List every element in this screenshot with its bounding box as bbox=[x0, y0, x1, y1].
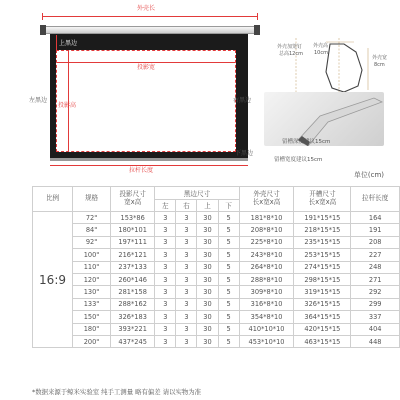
cell-projection-size: 326*183 bbox=[111, 311, 155, 323]
cell-housing-size: 181*8*10 bbox=[239, 212, 294, 224]
cell-right-border: 3 bbox=[176, 311, 197, 323]
cell-left-border: 3 bbox=[155, 212, 176, 224]
cell-top-border: 30 bbox=[197, 298, 218, 310]
cell-top-border: 30 bbox=[197, 261, 218, 273]
cell-spec: 150" bbox=[73, 311, 111, 323]
top-border-line bbox=[56, 35, 57, 50]
table-row bbox=[33, 273, 400, 285]
cell-projection-size: 260*146 bbox=[111, 273, 155, 285]
groove-width-label: 留槽宽度建议15cm bbox=[274, 157, 323, 163]
left-border-label: 左黑边 bbox=[29, 97, 48, 104]
cell-left-border: 3 bbox=[155, 261, 176, 273]
cell-top-border: 30 bbox=[197, 249, 218, 261]
cell-left-border: 3 bbox=[155, 236, 176, 248]
header-top: 上 bbox=[197, 199, 218, 212]
ratio-cell: 16:9 bbox=[33, 212, 73, 348]
cell-bottom-border: 5 bbox=[218, 335, 239, 347]
cell-pull-bar-length: 164 bbox=[351, 212, 400, 224]
screen-housing bbox=[42, 26, 258, 34]
header-groove-size-sub: 长x宽x高 bbox=[308, 198, 337, 206]
cell-left-border: 3 bbox=[155, 298, 176, 310]
header-bottom: 下 bbox=[218, 199, 239, 212]
spec-table bbox=[32, 186, 400, 348]
housing-length-label: 外壳长 bbox=[137, 5, 156, 12]
table-row bbox=[33, 224, 400, 236]
cell-groove-size: 298*15*15 bbox=[294, 273, 351, 285]
table-row bbox=[33, 323, 400, 335]
cell-top-border: 30 bbox=[197, 224, 218, 236]
cell-pull-bar-length: 299 bbox=[351, 298, 400, 310]
header-ratio: 比例 bbox=[33, 187, 73, 212]
pull-bar-length-label: 拉杆长度 bbox=[129, 167, 154, 174]
cell-housing-size: 354*8*10 bbox=[239, 311, 294, 323]
header-projection-size bbox=[111, 187, 155, 212]
cell-pull-bar-length: 292 bbox=[351, 286, 400, 298]
cell-top-border: 30 bbox=[197, 286, 218, 298]
cell-spec: 110" bbox=[73, 261, 111, 273]
cell-spec: 100" bbox=[73, 249, 111, 261]
cell-housing-size: 264*8*10 bbox=[239, 261, 294, 273]
footer-note: *数据来源于鲸米实验室 纯手工测量 略有偏差 请以实物为准 bbox=[32, 388, 202, 396]
housing-cap-right bbox=[254, 25, 260, 35]
cell-pull-bar-length: 337 bbox=[351, 311, 400, 323]
cell-groove-size: 274*15*15 bbox=[294, 261, 351, 273]
housing-length-tick-left bbox=[42, 13, 43, 20]
cell-housing-size: 288*8*10 bbox=[239, 273, 294, 285]
header-housing-size bbox=[239, 187, 294, 212]
cell-left-border: 3 bbox=[155, 224, 176, 236]
pull-bar-length-line bbox=[50, 165, 248, 166]
cell-left-border: 3 bbox=[155, 335, 176, 347]
cell-housing-size: 453*10*10 bbox=[239, 335, 294, 347]
top-border-label: 上黑边 bbox=[59, 40, 78, 47]
table-row bbox=[33, 286, 400, 298]
cell-housing-size: 316*8*10 bbox=[239, 298, 294, 310]
cell-left-border: 3 bbox=[155, 323, 176, 335]
cell-left-border: 3 bbox=[155, 273, 176, 285]
cell-groove-size: 253*15*15 bbox=[294, 249, 351, 261]
housing-width-label: 外壳宽 bbox=[372, 55, 388, 61]
cell-bottom-border: 5 bbox=[218, 298, 239, 310]
cell-housing-size: 309*8*10 bbox=[239, 286, 294, 298]
hook-label-line2: 总高12cm bbox=[279, 51, 303, 57]
hook-label-line1: 外壳加笼钉 bbox=[277, 44, 303, 50]
cell-groove-size: 218*15*15 bbox=[294, 224, 351, 236]
cell-pull-bar-length: 404 bbox=[351, 323, 400, 335]
cell-right-border: 3 bbox=[176, 298, 197, 310]
cell-left-border: 3 bbox=[155, 286, 176, 298]
header-housing-size-title: 外壳尺寸 bbox=[253, 190, 280, 199]
projection-height-label: 投影高 bbox=[58, 102, 77, 109]
housing-length-tick-right bbox=[257, 13, 258, 20]
groove-photo bbox=[264, 92, 384, 146]
cell-projection-size: 393*221 bbox=[111, 323, 155, 335]
cell-spec: 133" bbox=[73, 298, 111, 310]
spec-table-body bbox=[33, 212, 400, 348]
header-groove-size-title: 开槽尺寸 bbox=[309, 190, 336, 199]
table-row bbox=[33, 261, 400, 273]
cell-projection-size: 281*158 bbox=[111, 286, 155, 298]
cell-spec: 92" bbox=[73, 236, 111, 248]
cell-top-border: 30 bbox=[197, 236, 218, 248]
cell-right-border: 3 bbox=[176, 273, 197, 285]
projection-width-line bbox=[57, 62, 235, 63]
cell-housing-size: 410*10*10 bbox=[239, 323, 294, 335]
table-row bbox=[33, 311, 400, 323]
cell-spec: 120" bbox=[73, 273, 111, 285]
cell-pull-bar-length: 191 bbox=[351, 224, 400, 236]
cell-spec: 130" bbox=[73, 286, 111, 298]
cell-groove-size: 319*15*15 bbox=[294, 286, 351, 298]
cell-pull-bar-length: 208 bbox=[351, 236, 400, 248]
cell-housing-size: 243*8*10 bbox=[239, 249, 294, 261]
bottom-border-label: 下黑边 bbox=[235, 150, 254, 157]
header-housing-size-sub: 长x宽x高 bbox=[252, 198, 281, 206]
cell-projection-size: 153*86 bbox=[111, 212, 155, 224]
header-groove-size bbox=[294, 187, 351, 212]
cell-right-border: 3 bbox=[176, 212, 197, 224]
housing-height-label: 外壳高 bbox=[313, 43, 329, 49]
screen-profile-image bbox=[264, 92, 384, 146]
cell-right-border: 3 bbox=[176, 261, 197, 273]
projection-height-line bbox=[68, 51, 69, 151]
cell-spec: 72" bbox=[73, 212, 111, 224]
housing-height-value: 10cm bbox=[314, 50, 328, 56]
housing-width-value: 8cm bbox=[374, 62, 385, 68]
cell-pull-bar-length: 271 bbox=[351, 273, 400, 285]
cell-groove-size: 191*15*15 bbox=[294, 212, 351, 224]
cell-projection-size: 216*121 bbox=[111, 249, 155, 261]
cell-groove-size: 420*15*15 bbox=[294, 323, 351, 335]
cell-bottom-border: 5 bbox=[218, 311, 239, 323]
cell-bottom-border: 5 bbox=[218, 323, 239, 335]
cell-projection-size: 180*101 bbox=[111, 224, 155, 236]
cell-top-border: 30 bbox=[197, 311, 218, 323]
table-row bbox=[33, 249, 400, 261]
cell-spec: 84" bbox=[73, 224, 111, 236]
cell-housing-size: 225*8*10 bbox=[239, 236, 294, 248]
cell-spec: 200" bbox=[73, 335, 111, 347]
cell-projection-size: 197*111 bbox=[111, 236, 155, 248]
cell-right-border: 3 bbox=[176, 323, 197, 335]
cell-top-border: 30 bbox=[197, 212, 218, 224]
cell-left-border: 3 bbox=[155, 249, 176, 261]
housing-cap-left bbox=[40, 25, 46, 35]
cell-top-border: 30 bbox=[197, 273, 218, 285]
cell-bottom-border: 5 bbox=[218, 273, 239, 285]
cell-top-border: 30 bbox=[197, 335, 218, 347]
pull-bar bbox=[50, 158, 248, 161]
header-projection-size-sub: 宽x高 bbox=[124, 198, 142, 206]
header-black-border: 黑边尺寸 bbox=[155, 187, 239, 200]
cell-groove-size: 326*15*15 bbox=[294, 298, 351, 310]
table-row bbox=[33, 335, 400, 347]
cell-groove-size: 235*15*15 bbox=[294, 236, 351, 248]
cell-spec: 180" bbox=[73, 323, 111, 335]
table-row bbox=[33, 236, 400, 248]
cell-groove-size: 364*15*15 bbox=[294, 311, 351, 323]
cell-pull-bar-length: 248 bbox=[351, 261, 400, 273]
table-row bbox=[33, 298, 400, 310]
header-spec: 规格 bbox=[73, 187, 111, 212]
cell-housing-size: 208*8*10 bbox=[239, 224, 294, 236]
cell-bottom-border: 5 bbox=[218, 212, 239, 224]
header-pull-bar: 拉杆长度 bbox=[351, 187, 400, 212]
cell-bottom-border: 5 bbox=[218, 249, 239, 261]
cell-left-border: 3 bbox=[155, 311, 176, 323]
unit-label: 单位(cm) bbox=[353, 171, 384, 179]
cell-pull-bar-length: 227 bbox=[351, 249, 400, 261]
projection-width-label: 投影宽 bbox=[137, 64, 156, 71]
cell-bottom-border: 5 bbox=[218, 224, 239, 236]
cell-top-border: 30 bbox=[197, 323, 218, 335]
cell-projection-size: 288*162 bbox=[111, 298, 155, 310]
cell-projection-size: 437*245 bbox=[111, 335, 155, 347]
cell-right-border: 3 bbox=[176, 335, 197, 347]
cell-projection-size: 237*133 bbox=[111, 261, 155, 273]
cell-bottom-border: 5 bbox=[218, 261, 239, 273]
table-row bbox=[33, 212, 400, 224]
cell-bottom-border: 5 bbox=[218, 236, 239, 248]
header-left: 左 bbox=[155, 199, 176, 212]
housing-length-line bbox=[42, 16, 258, 17]
groove-depth-label: 留槽深度建议15cm bbox=[282, 139, 331, 145]
cell-right-border: 3 bbox=[176, 236, 197, 248]
screen-diagram bbox=[0, 0, 400, 180]
header-right: 右 bbox=[176, 199, 197, 212]
cell-right-border: 3 bbox=[176, 249, 197, 261]
cell-pull-bar-length: 448 bbox=[351, 335, 400, 347]
cell-bottom-border: 5 bbox=[218, 286, 239, 298]
right-border-label: 右黑边 bbox=[233, 97, 252, 104]
cell-right-border: 3 bbox=[176, 286, 197, 298]
cell-right-border: 3 bbox=[176, 224, 197, 236]
cell-groove-size: 463*15*15 bbox=[294, 335, 351, 347]
header-projection-size-title: 投影尺寸 bbox=[119, 190, 146, 199]
